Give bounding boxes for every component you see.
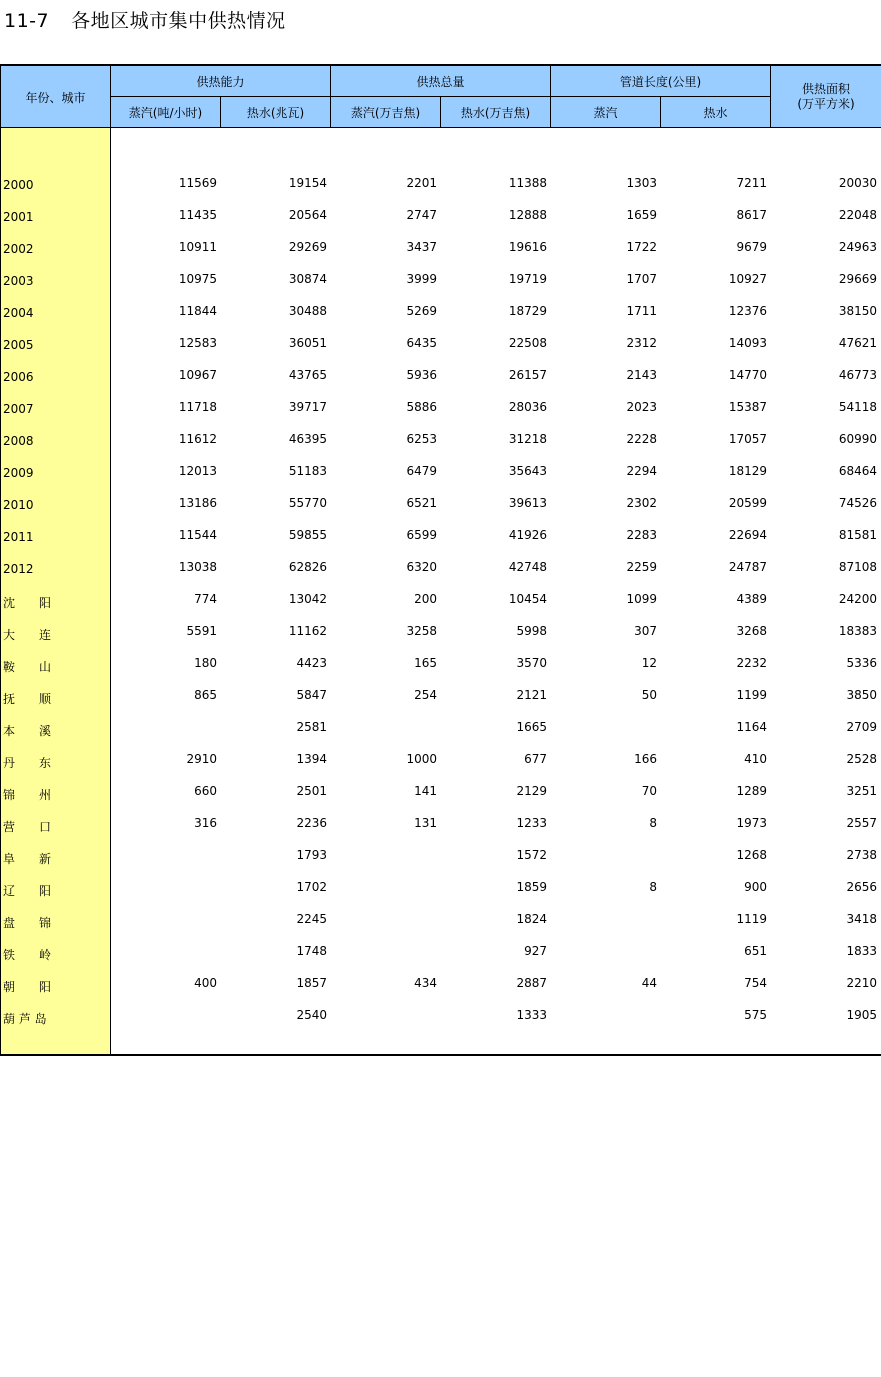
row-label: 阜 新 <box>3 852 52 866</box>
table-cell: 22508 <box>508 336 547 350</box>
table-cell: 11844 <box>178 304 217 318</box>
table-cell: 46395 <box>288 432 327 446</box>
table-cell: 2557 <box>846 816 877 830</box>
table-cell: 1394 <box>296 752 327 766</box>
table-cell: 81581 <box>838 528 877 542</box>
table-cell: 19719 <box>508 272 547 286</box>
table-cell: 2129 <box>516 784 547 798</box>
table-cell: 14770 <box>728 368 767 382</box>
table-cell: 1793 <box>296 848 327 862</box>
table-cell: 2245 <box>296 912 327 926</box>
table-cell: 1119 <box>736 912 767 926</box>
table-cell: 12583 <box>178 336 217 350</box>
table-cell: 13042 <box>288 592 327 606</box>
table-cell: 1665 <box>516 720 547 734</box>
table-cell: 434 <box>414 976 437 990</box>
table-cell: 1748 <box>296 944 327 958</box>
table-cell: 13038 <box>178 560 217 574</box>
table-cell: 2709 <box>846 720 877 734</box>
table-cell: 4423 <box>296 656 327 670</box>
table-cell: 18129 <box>728 464 767 478</box>
table-cell: 30488 <box>288 304 327 318</box>
table-row <box>1 648 881 680</box>
table-cell: 200 <box>414 592 437 606</box>
table-cell: 3251 <box>846 784 877 798</box>
table-row <box>1 360 881 392</box>
table-cell: 660 <box>194 784 217 798</box>
table-cell: 6599 <box>406 528 437 542</box>
table-cell: 43765 <box>288 368 327 382</box>
table-row <box>1 168 881 200</box>
table-cell: 2201 <box>406 176 437 190</box>
table-cell: 9679 <box>736 240 767 254</box>
table-cell: 22048 <box>838 208 877 222</box>
table-cell: 5998 <box>516 624 547 638</box>
row-label: 2006 <box>3 370 34 384</box>
table-cell: 41926 <box>508 528 547 542</box>
row-label: 锦 州 <box>3 788 52 802</box>
table-cell: 1199 <box>736 688 767 702</box>
table-row <box>1 200 881 232</box>
table-cell: 12 <box>641 656 657 670</box>
table-cell: 59855 <box>288 528 327 542</box>
row-label: 2001 <box>3 210 34 224</box>
table-cell: 19154 <box>288 176 327 190</box>
table-cell: 2302 <box>626 496 657 510</box>
table-cell: 6253 <box>406 432 437 446</box>
table-cell: 2540 <box>296 1008 327 1022</box>
table-row <box>1 872 881 904</box>
row-label: 2008 <box>3 434 34 448</box>
table-cell: 6479 <box>406 464 437 478</box>
header-divider <box>220 96 221 128</box>
table-cell: 754 <box>744 976 767 990</box>
row-label: 葫 芦 岛 <box>3 1012 47 1026</box>
table-cell: 18383 <box>838 624 877 638</box>
table-cell: 38150 <box>838 304 877 318</box>
header-divider <box>440 96 441 128</box>
table-cell: 11544 <box>178 528 217 542</box>
table-cell: 11718 <box>178 400 217 414</box>
row-label: 2002 <box>3 242 34 256</box>
table-cell: 2294 <box>626 464 657 478</box>
table-cell: 11569 <box>178 176 217 190</box>
header-group-capacity: 供热能力 <box>111 66 330 96</box>
table-cell: 47621 <box>838 336 877 350</box>
table-cell: 20564 <box>288 208 327 222</box>
row-label: 朝 阳 <box>3 980 52 994</box>
table-cell: 8617 <box>736 208 767 222</box>
table-cell: 7211 <box>736 176 767 190</box>
table-cell: 10975 <box>178 272 217 286</box>
table-cell: 46773 <box>838 368 877 382</box>
row-label: 2000 <box>3 178 34 192</box>
table-cell: 42748 <box>508 560 547 574</box>
table-cell: 1572 <box>516 848 547 862</box>
table-cell: 1099 <box>626 592 657 606</box>
table-row <box>1 744 881 776</box>
table-cell: 19616 <box>508 240 547 254</box>
table-cell: 2528 <box>846 752 877 766</box>
row-label: 抚 顺 <box>3 692 52 706</box>
table-cell: 316 <box>194 816 217 830</box>
table-cell: 307 <box>634 624 657 638</box>
table-row <box>1 776 881 808</box>
table-cell: 39717 <box>288 400 327 414</box>
table-cell: 10454 <box>508 592 547 606</box>
table-cell: 3258 <box>406 624 437 638</box>
table-cell: 87108 <box>838 560 877 574</box>
header-sub-hotwater-capacity: 热水(兆瓦) <box>221 97 330 128</box>
header-sub-steam-pipe: 蒸汽 <box>551 97 660 128</box>
table-cell: 2581 <box>296 720 327 734</box>
table-cell: 11435 <box>178 208 217 222</box>
table-cell: 575 <box>744 1008 767 1022</box>
table-cell: 29269 <box>288 240 327 254</box>
table-cell: 3850 <box>846 688 877 702</box>
table-cell: 10927 <box>728 272 767 286</box>
row-label: 2012 <box>3 562 34 576</box>
table-cell: 5591 <box>186 624 217 638</box>
table-cell: 3437 <box>406 240 437 254</box>
table-cell: 12013 <box>178 464 217 478</box>
table-row <box>1 328 881 360</box>
table-cell: 865 <box>194 688 217 702</box>
table-cell: 1859 <box>516 880 547 894</box>
table-row <box>1 424 881 456</box>
table-cell: 677 <box>524 752 547 766</box>
table-cell: 5847 <box>296 688 327 702</box>
header-heating-area: 供热面积 (万平方米) <box>771 66 881 128</box>
table-cell: 6521 <box>406 496 437 510</box>
table-cell: 2143 <box>626 368 657 382</box>
table-cell: 18729 <box>508 304 547 318</box>
table-cell: 1722 <box>626 240 657 254</box>
table-cell: 131 <box>414 816 437 830</box>
table-cell: 2656 <box>846 880 877 894</box>
header-divider <box>660 96 661 128</box>
table-cell: 2121 <box>516 688 547 702</box>
table-cell: 4389 <box>736 592 767 606</box>
table-cell: 254 <box>414 688 437 702</box>
table-cell: 14093 <box>728 336 767 350</box>
row-label: 鞍 山 <box>3 660 52 674</box>
table-cell: 30874 <box>288 272 327 286</box>
table-cell: 50 <box>641 688 657 702</box>
table-cell: 651 <box>744 944 767 958</box>
row-label: 2007 <box>3 402 34 416</box>
row-label: 2010 <box>3 498 34 512</box>
table-cell: 13186 <box>178 496 217 510</box>
table-cell: 400 <box>194 976 217 990</box>
table-cell: 2232 <box>736 656 767 670</box>
row-label: 2003 <box>3 274 34 288</box>
row-label: 2004 <box>3 306 34 320</box>
table-cell: 2501 <box>296 784 327 798</box>
row-label: 大 连 <box>3 628 52 642</box>
table-cell: 24963 <box>838 240 877 254</box>
table-cell: 1973 <box>736 816 767 830</box>
table-cell: 1289 <box>736 784 767 798</box>
table-cell: 8 <box>649 816 657 830</box>
table-cell: 1702 <box>296 880 327 894</box>
table-cell: 900 <box>744 880 767 894</box>
header-row-label: 年份、城市 <box>1 66 110 128</box>
table-cell: 62826 <box>288 560 327 574</box>
table-cell: 6320 <box>406 560 437 574</box>
table-cell: 70 <box>641 784 657 798</box>
table-cell: 927 <box>524 944 547 958</box>
table-cell: 3268 <box>736 624 767 638</box>
table-cell: 68464 <box>838 464 877 478</box>
table-row <box>1 392 881 424</box>
table-cell: 2312 <box>626 336 657 350</box>
table-cell: 44 <box>641 976 657 990</box>
table-number: 11-7 <box>4 10 50 32</box>
table-row <box>1 936 881 968</box>
table-cell: 12888 <box>508 208 547 222</box>
table-row <box>1 232 881 264</box>
table-cell: 165 <box>414 656 437 670</box>
table-cell: 1268 <box>736 848 767 862</box>
table-title: 各地区城市集中供热情况 <box>71 10 286 32</box>
header-sub-hotwater-pipe: 热水 <box>661 97 770 128</box>
table-cell: 29669 <box>838 272 877 286</box>
row-label: 丹 东 <box>3 756 52 770</box>
table-cell: 2887 <box>516 976 547 990</box>
table-cell: 1233 <box>516 816 547 830</box>
table-cell: 1659 <box>626 208 657 222</box>
table-cell: 3418 <box>846 912 877 926</box>
table-cell: 2228 <box>626 432 657 446</box>
table-cell: 54118 <box>838 400 877 414</box>
table-cell: 141 <box>414 784 437 798</box>
row-label: 营 口 <box>3 820 52 834</box>
table-cell: 1833 <box>846 944 877 958</box>
header-sub-steam-total: 蒸汽(万吉焦) <box>331 97 440 128</box>
table-row <box>1 680 881 712</box>
table-cell: 55770 <box>288 496 327 510</box>
table-cell: 8 <box>649 880 657 894</box>
row-label: 辽 阳 <box>3 884 52 898</box>
table-cell: 12376 <box>728 304 767 318</box>
header-divider <box>111 96 770 97</box>
table-cell: 2738 <box>846 848 877 862</box>
header-divider <box>770 64 771 128</box>
table-cell: 51183 <box>288 464 327 478</box>
table-cell: 5886 <box>406 400 437 414</box>
table-cell: 24200 <box>838 592 877 606</box>
table-row <box>1 456 881 488</box>
table-row <box>1 584 881 616</box>
table-cell: 1333 <box>516 1008 547 1022</box>
table-cell: 180 <box>194 656 217 670</box>
table-cell: 1303 <box>626 176 657 190</box>
table-row <box>1 904 881 936</box>
table-cell: 1164 <box>736 720 767 734</box>
header-bottom-border <box>0 127 881 128</box>
table-cell: 20030 <box>838 176 877 190</box>
table-cell: 2210 <box>846 976 877 990</box>
table-row <box>1 616 881 648</box>
table-row <box>1 712 881 744</box>
header-group-total: 供热总量 <box>331 66 550 96</box>
header-sub-hotwater-total: 热水(万吉焦) <box>441 97 550 128</box>
table-cell: 5336 <box>846 656 877 670</box>
row-label: 铁 岭 <box>3 948 52 962</box>
table-row <box>1 1000 881 1032</box>
table-cell: 1857 <box>296 976 327 990</box>
table-cell: 11162 <box>288 624 327 638</box>
table-row <box>1 552 881 584</box>
table-cell: 3999 <box>406 272 437 286</box>
table-row <box>1 968 881 1000</box>
table-cell: 5269 <box>406 304 437 318</box>
table-cell: 2747 <box>406 208 437 222</box>
page-title <box>4 6 286 33</box>
table-cell: 22694 <box>728 528 767 542</box>
table-cell: 1905 <box>846 1008 877 1022</box>
table-cell: 3570 <box>516 656 547 670</box>
table-cell: 74526 <box>838 496 877 510</box>
table-cell: 31218 <box>508 432 547 446</box>
row-label: 2009 <box>3 466 34 480</box>
row-label: 2011 <box>3 530 34 544</box>
table-cell: 60990 <box>838 432 877 446</box>
header-group-pipe-length: 管道长度(公里) <box>551 66 770 96</box>
table-cell: 1000 <box>406 752 437 766</box>
table-cell: 10911 <box>178 240 217 254</box>
table-cell: 15387 <box>728 400 767 414</box>
table-cell: 410 <box>744 752 767 766</box>
table-cell: 26157 <box>508 368 547 382</box>
table-cell: 24787 <box>728 560 767 574</box>
row-label: 2005 <box>3 338 34 352</box>
table-cell: 11388 <box>508 176 547 190</box>
table-cell: 1707 <box>626 272 657 286</box>
table-cell: 17057 <box>728 432 767 446</box>
table-cell: 2283 <box>626 528 657 542</box>
table-cell: 2259 <box>626 560 657 574</box>
table-cell: 2910 <box>186 752 217 766</box>
row-label: 盘 锦 <box>3 916 52 930</box>
table-cell: 1711 <box>626 304 657 318</box>
table-cell: 11612 <box>178 432 217 446</box>
header-sub-steam-capacity: 蒸汽(吨/小时) <box>111 97 220 128</box>
table-cell: 28036 <box>508 400 547 414</box>
table-cell: 2236 <box>296 816 327 830</box>
table-cell: 6435 <box>406 336 437 350</box>
table-cell: 5936 <box>406 368 437 382</box>
row-label: 沈 阳 <box>3 596 52 610</box>
table-row <box>1 296 881 328</box>
table-cell: 39613 <box>508 496 547 510</box>
table-bottom-border <box>0 1054 881 1056</box>
table-row <box>1 488 881 520</box>
table-cell: 20599 <box>728 496 767 510</box>
table-cell: 1824 <box>516 912 547 926</box>
table-cell: 166 <box>634 752 657 766</box>
table-row <box>1 264 881 296</box>
table-row <box>1 840 881 872</box>
table-cell: 35643 <box>508 464 547 478</box>
table-row <box>1 808 881 840</box>
table-cell: 10967 <box>178 368 217 382</box>
table-cell: 2023 <box>626 400 657 414</box>
table-row <box>1 520 881 552</box>
table-cell: 36051 <box>288 336 327 350</box>
row-label: 本 溪 <box>3 724 52 738</box>
table-cell: 774 <box>194 592 217 606</box>
